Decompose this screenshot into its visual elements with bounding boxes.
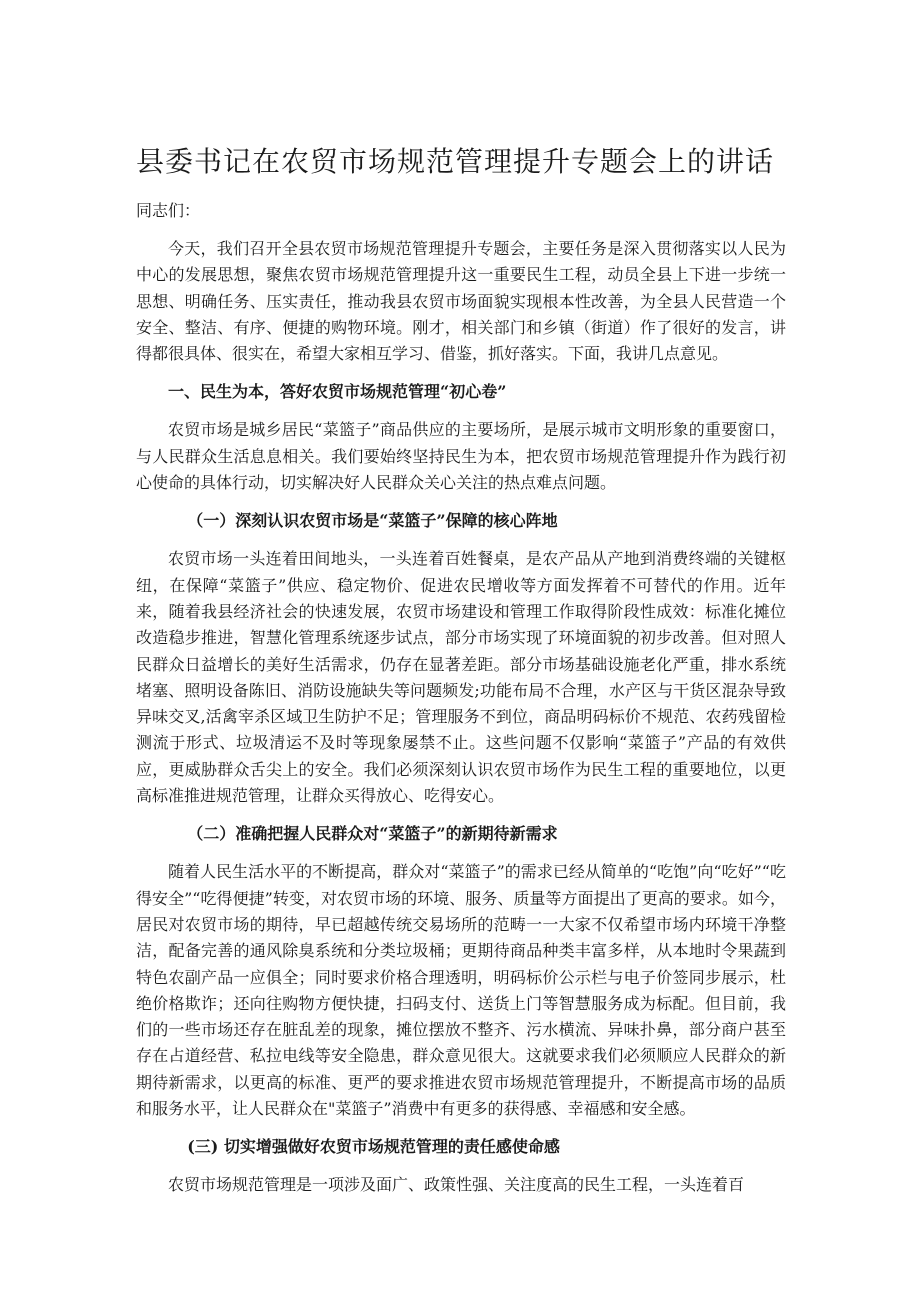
salutation: 同志们：	[136, 201, 201, 220]
subsection-2-paragraph: 随着人民生活水平的不断提高，群众对“菜篮子”的需求已经从简单的“吃饱”向“吃好”“吃得安全”“吃得便捷”转变，对农贸市场的环境、服务、质量等方面提出了更高的要求。如今，居民对农贸市场的期待，早已超越传统交易场所的范畴一一大家不仅希望市场内环境干净整洁，配备完善的通风除臭系统和分类垃圾桶；更期待商品种类丰富多样，从本地时令果蔬到特色农副产品一应俱全；同时要求价格合理透明，明码标价公示栏与电子价签同步展示，杜绝价格欺诈；还向往购物方便快捷，扫码支付、送货上门等智慧服务成为标配。但目前，我们的一些市场还存在脏乱差的现象，摊位摆放不整齐、污水横流、异味扑鼻，部分商户甚至存在占道经营、私拉电线等安全隐患，群众意见很大。这就要求我们必须顺应人民群众的新期待新需求，以更高的标准、更严的要求推进农贸市场规范管理提升，不断提高市场的品质和服务水平，让人民群众在"菜篮子”消费中有更多的获得感、幸福感和安全感。	[136, 862, 786, 1119]
subsection-heading-3: (三) 切实增强做好农贸市场规范管理的责任感使命感	[187, 1137, 560, 1157]
document-page	[136, 140, 786, 1211]
subsection-heading-1: （一）深刻认识农贸市场是“菜篮子”保障的核心阵地	[187, 511, 558, 531]
intro-paragraph: 今天，我们召开全县农贸市场规范管理提升专题会，主要任务是深入贯彻落实以人民为中心的发展思想，聚焦农贸市场规范管理提升这一重要民生工程，动员全县上下进一步统一思想、明确任务、压实责任，推动我县农贸市场面貌实现根本性改善，为全县人民营造一个安全、整洁、有序、便捷的购物环境。刚才，相关部门和乡镇（街道）作了很好的发言，讲得都很具体、很实在，希望大家相互学习、借鉴，抓好落实。下面，我讲几点意见。	[136, 239, 786, 364]
page-title: 县委书记在农贸市场规范管理提升专题会上的讲话	[136, 145, 775, 178]
subsection-1-paragraph: 农贸市场一头连着田间地头，一头连着百姓餐桌，是农产品从产地到消费终端的关键枢纽，在保障“菜篮子”供应、稳定物价、促进农民增收等方面发挥着不可替代的作用。近年来，随着我县经济社会的快速发展，农贸市场建设和管理工作取得阶段性成效：标准化摊位改造稳步推进，智慧化管理系统逐步试点，部分市场实现了环境面貌的初步改善。但对照人民群众日益增长的美好生活需求，仍存在显著差距。部分市场基础设施老化严重，排水系统堵塞、照明设备陈旧、消防设施缺失等问题频发;功能布局不合理，水产区与干货区混杂导致异味交叉,活禽宰杀区域卫生防护不足；管理服务不到位，商品明码标价不规范、农药残留检测流于形式、垃圾清运不及时等现象屡禁不止。这些问题不仅影响“菜篮子”产品的有效供应，更威胁群众舌尖上的安全。我们必须深刻认识农贸市场作为民生工程的重要地位，以更高标准推进规范管理，让群众买得放心、吃得安心。	[136, 549, 786, 806]
subsection-3-paragraph: 农贸市场规范管理是一项涉及面广、政策性强、关注度高的民生工程，一头连着百	[168, 1175, 745, 1195]
subsection-heading-2: （二）准确把握人民群众对“菜篮子”的新期待新需求	[187, 824, 558, 844]
section-1-paragraph: 农贸市场是城乡居民“菜篮子”商品供应的主要场所，是展示城市文明形象的重要窗口，与人民群众生活息息相关。我们要始终坚持民生为本，把农贸市场规范管理提升作为践行初心使命的具体行动，切实解决好人民群众关心关注的热点难点问题。	[136, 420, 786, 493]
section-heading-1: 一、民生为本，答好农贸市场规范管理“初心卷”	[168, 382, 507, 402]
